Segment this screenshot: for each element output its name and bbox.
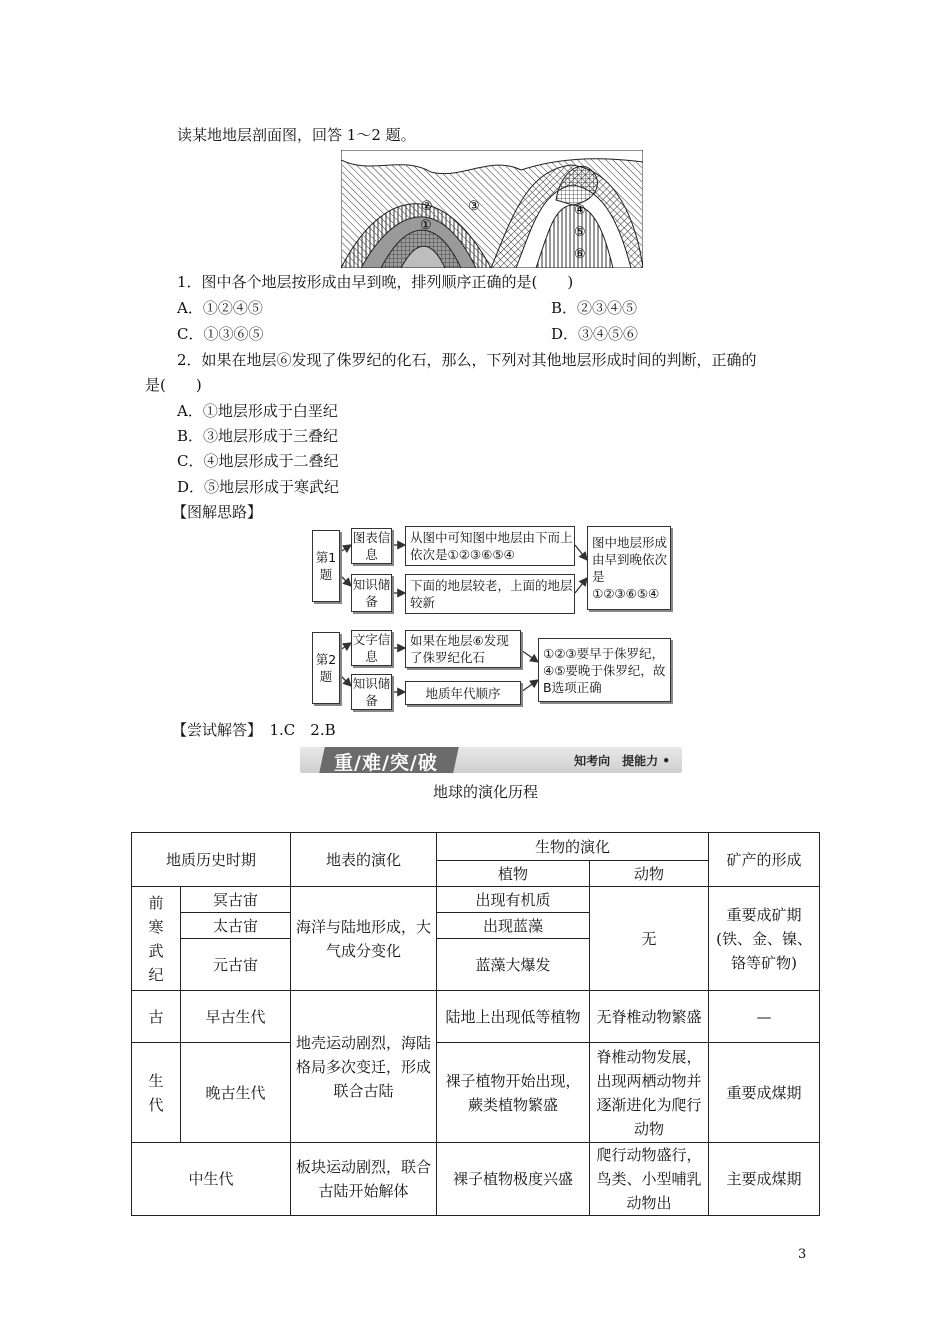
- q1-option-d: D．③④⑤⑥: [551, 325, 639, 343]
- pre-plant-2: 出现蓝藻: [437, 913, 590, 939]
- intro-text: 读某地地层剖面图，回答 1～2 题。: [177, 126, 416, 144]
- mesozoic-mineral: 主要成煤期: [709, 1143, 820, 1216]
- q1-option-a: A．①②④⑤: [177, 299, 263, 317]
- earth-evolution-table: [131, 832, 820, 1216]
- flow2-label: 第2题: [312, 632, 340, 704]
- flow1-knowledge-text: 下面的地层较老，上面的地层较新: [405, 574, 575, 614]
- q1-option-c: C．①③⑥⑤: [177, 325, 264, 343]
- table-title: 地球的演化历程: [433, 783, 539, 801]
- mesozoic-animal: 爬行动物盛行，鸟类、小型哺乳动物出: [590, 1143, 709, 1216]
- header-plant: 植物: [437, 861, 590, 887]
- stratum-label-4: ④: [574, 203, 586, 218]
- mesozoic-plant: 裸子植物极度兴盛: [437, 1143, 590, 1216]
- q2-stem-line1: 2．如果在地层⑥发现了侏罗纪的化石，那么，下列对其他地层形成时间的判断，正确的: [177, 351, 757, 369]
- early-paleozoic-mineral: —: [709, 991, 820, 1043]
- section-title: 重/难/突/破: [334, 752, 438, 774]
- flow1-knowledge-label: 知识储备: [351, 574, 392, 612]
- pre-plant-3: 蓝藻大爆发: [437, 939, 590, 991]
- q2-option-a: A．①地层形成于白垩纪: [177, 402, 338, 420]
- paleozoic-char-1: 古: [132, 991, 181, 1043]
- pre-cambrian-label: 前 寒 武 纪: [132, 887, 181, 991]
- paleozoic-chars: 生 代: [132, 1043, 181, 1143]
- pre-surface: 海洋与陆地形成，大气成分变化: [291, 887, 437, 991]
- q2-option-c: C．④地层形成于二叠纪: [177, 452, 339, 470]
- header-animal: 动物: [590, 861, 709, 887]
- late-paleozoic-animal: 脊椎动物发展，出现两栖动物并逐渐进化为爬行动物: [590, 1043, 709, 1143]
- flow1-info-label: 图表信息: [352, 530, 391, 562]
- flow2-info-text: 如果在地层⑥发现了侏罗纪化石: [405, 630, 521, 668]
- section-subtitle: 知考向 提能力 •: [574, 754, 670, 768]
- page-number: 3: [798, 1247, 807, 1262]
- answer-line: 【尝试解答】 1.C 2.B: [172, 721, 336, 739]
- header-bio: 生物的演化: [437, 833, 709, 861]
- header-mineral: 矿产的形成: [709, 833, 820, 887]
- late-paleozoic: 晚古生代: [181, 1043, 291, 1143]
- section-banner: [300, 747, 682, 773]
- thinking-title: 【图解思路】: [172, 503, 263, 521]
- flow2-knowledge-label: 知识储备: [352, 676, 391, 708]
- eon-hadean: 冥古宙: [181, 887, 291, 913]
- flow2-result: ①②③要早于侏罗纪，④⑤要晚于侏罗纪，故B选项正确: [538, 638, 671, 702]
- stratum-label-2: ②: [421, 199, 433, 214]
- stratum-label-3: ③: [468, 199, 480, 214]
- q1-stem: 1．图中各个地层按形成由早到晚，排列顺序正确的是( ): [177, 273, 574, 291]
- flow1-result: 图中地层形成由早到晚依次是①②③⑥⑤④: [587, 526, 671, 610]
- stratum-label-1: ①: [420, 218, 432, 233]
- early-paleozoic: 早古生代: [181, 991, 291, 1043]
- q2-stem-line2: 是( ): [145, 376, 202, 394]
- q2-option-b: B．③地层形成于三叠纪: [177, 427, 339, 445]
- flow2-knowledge-text: 地质年代顺序: [405, 681, 521, 705]
- eon-archean: 太古宙: [181, 913, 291, 939]
- flow2-info-label: 文字信息: [352, 632, 391, 664]
- early-paleozoic-animal: 无脊椎动物繁盛: [590, 991, 709, 1043]
- early-paleozoic-plant: 陆地上出现低等植物: [437, 991, 590, 1043]
- header-surface: 地表的演化: [291, 833, 437, 887]
- q1-option-b: B．②③④⑤: [551, 299, 638, 317]
- pre-mineral: 重要成矿期(铁、金、镍、铬等矿物): [709, 887, 820, 991]
- pre-animal: 无: [590, 887, 709, 991]
- flow1-label: 第1题: [312, 530, 340, 602]
- late-paleozoic-plant: 裸子植物开始出现，蕨类植物繁盛: [437, 1043, 590, 1143]
- paleozoic-surface: 地壳运动剧烈，海陆格局多次变迁，形成联合古陆: [291, 991, 437, 1143]
- stratum-label-6: ⑥: [574, 247, 586, 262]
- q2-option-d: D．⑤地层形成于寒武纪: [177, 478, 340, 496]
- mesozoic-surface: 板块运动剧烈，联合古陆开始解体: [291, 1143, 437, 1216]
- eon-proterozoic: 元古宙: [181, 939, 291, 991]
- stratum-label-5: ⑤: [574, 225, 586, 240]
- pre-plant-1: 出现有机质: [437, 887, 590, 913]
- mesozoic: 中生代: [132, 1143, 291, 1216]
- late-paleozoic-mineral: 重要成煤期: [709, 1043, 820, 1143]
- header-period: 地质历史时期: [132, 833, 291, 887]
- flow1-info-text: 从图中可知图中地层由下而上依次是①②③⑥⑤④: [405, 526, 575, 566]
